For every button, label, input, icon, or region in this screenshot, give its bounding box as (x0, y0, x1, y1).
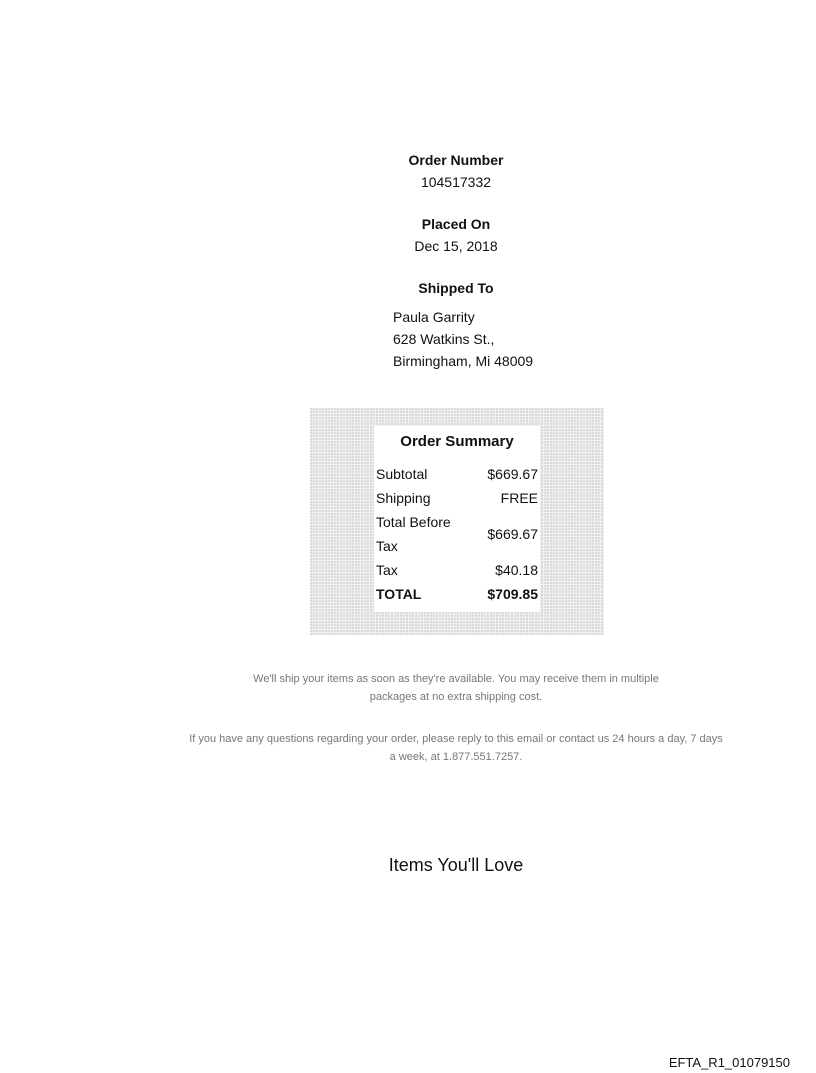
summary-row-tax (374, 558, 540, 582)
shipping-note-line: packages at no extra shipping cost. (369, 691, 543, 703)
summary-label: Shipping (376, 490, 431, 506)
order-number-value: 104517332 (420, 174, 492, 190)
summary-label: Subtotal (376, 466, 428, 482)
contact-note (0, 730, 816, 766)
address-city: Birmingham, Mi 48009 (393, 353, 534, 369)
order-summary-panel (310, 408, 604, 635)
order-summary-title: Order Summary (400, 433, 514, 450)
summary-value: $669.67 (487, 526, 538, 542)
placed-on-label: Placed On (421, 216, 491, 232)
summary-value: $40.18 (495, 562, 538, 578)
document-id: EFTA_R1_01079150 (668, 1055, 790, 1070)
summary-row-shipping (374, 486, 540, 510)
summary-row-total (374, 582, 540, 606)
shipping-note (0, 670, 816, 706)
placed-on-value: Dec 15, 2018 (414, 238, 498, 254)
summary-value: FREE (500, 490, 538, 506)
contact-note-line: If you have any questions regarding your order, please reply to this email or contact us 24 hours a day, 7 days (189, 733, 723, 745)
order-summary-table (374, 462, 540, 606)
summary-value: $669.67 (487, 466, 538, 482)
order-summary-card (374, 426, 540, 612)
summary-row-subtotal (374, 462, 540, 486)
shipped-to-label: Shipped To (418, 280, 494, 296)
contact-note-line: a week, at 1.877.551.7257. (389, 751, 523, 763)
address-name: Paula Garrity (393, 309, 475, 325)
shipping-note-line: We'll ship your items as soon as they're available. You may receive them in multiple (253, 673, 659, 685)
order-number-label: Order Number (408, 152, 504, 168)
summary-value: $709.85 (487, 586, 538, 602)
shipping-address (393, 306, 533, 372)
summary-label: Total Before Tax (376, 514, 451, 554)
items-heading: Items You'll Love (388, 855, 524, 875)
summary-row-total-before-tax (374, 510, 540, 558)
address-street: 628 Watkins St., (393, 331, 495, 347)
summary-label: TOTAL (376, 586, 422, 602)
summary-label: Tax (376, 562, 398, 578)
